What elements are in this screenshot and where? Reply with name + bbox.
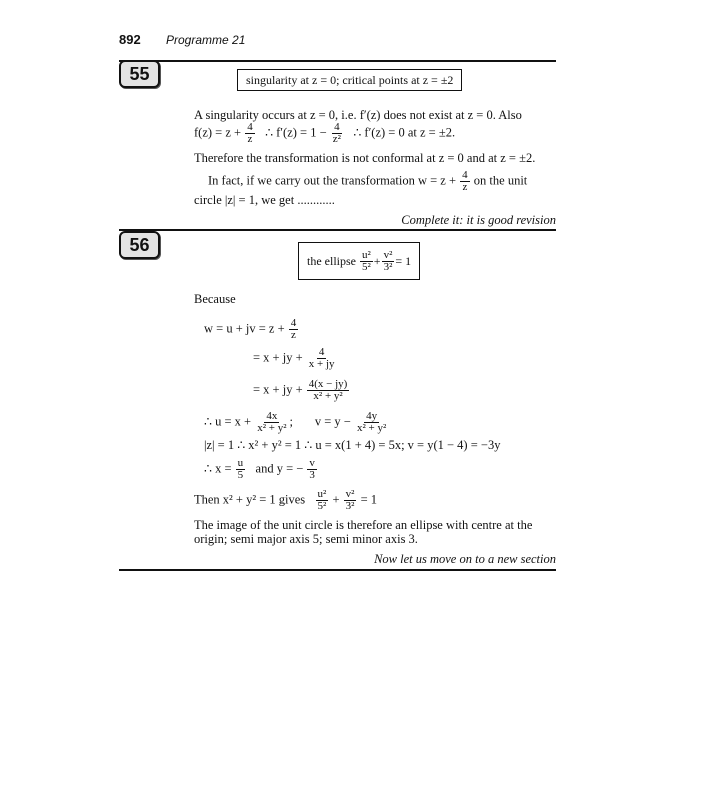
x-jy-expression: = x + jy + [253, 382, 303, 397]
fraction-4-over-z2: $\frac{4}{\text{z²}}$ [332, 121, 341, 145]
u-expression: ∴ u = x + [204, 414, 252, 429]
v-expression: v = y − [314, 414, 351, 429]
unit-text: on the unit [473, 173, 528, 188]
equals-one: = 1 [395, 253, 412, 268]
frame-55-line-5: circle |z| = 1, we get ............ [194, 193, 335, 207]
y-expression: and y = − [255, 461, 304, 476]
x-jy-expression: = x + jy + [253, 350, 303, 365]
fraction-u2-over-52: $\frac{\text{u²}}{\text{5²}}$ [317, 488, 327, 512]
fraction-v2-over-32: $\frac{\text{v²}}{\text{3²}}$ [383, 248, 393, 273]
frame-55-line-4 [208, 170, 527, 193]
fraction-4-over-z: $\frac{4}{z}$ [290, 317, 297, 341]
section-end-rule [119, 569, 556, 571]
fraction-conjugate: $\frac{4(x - jy)}{\text{x² + y²}}$ [308, 378, 348, 402]
fraction-v-over-3: $\frac{v}{3}$ [309, 457, 315, 481]
fraction-4x: $\frac{4x}{\text{x² + y²}}$ [257, 410, 287, 434]
frame-55-line-2 [194, 122, 455, 145]
conclusion-line-1: The image of the unit circle is therefore an ellipse with centre at the [194, 518, 533, 532]
w-expression: w = u + jv = z + [204, 321, 285, 336]
x-expression: ∴ x = [204, 461, 232, 476]
f-z-expression: f(z) = z + [194, 125, 242, 140]
fraction-4y: $\frac{4y}{\text{x² + y²}}$ [356, 410, 387, 434]
frame-55-number: 55 [119, 60, 160, 88]
fraction-4-over-z: $\frac{4}{z}$ [247, 121, 253, 145]
frame-56-rule [119, 229, 556, 231]
page-number: 892 [119, 32, 141, 47]
semicolon: ; [289, 414, 293, 429]
fraction-4-over-z: $\frac{4}{z}$ [462, 169, 468, 193]
conclusion-line-2: origin; semi major axis 5; semi minor axis 3. [194, 532, 418, 546]
critical-points-text: ∴ f′(z) = 0 at z = ±2. [353, 125, 456, 140]
equation-3 [253, 379, 350, 402]
equation-7 [194, 489, 377, 512]
fraction-u-over-5: $\frac{u}{5}$ [237, 457, 244, 481]
equation-5: |z| = 1 ∴ x² + y² = 1 ∴ u = x(1 + 4) = 5x; v = y(1 − 4) = −3y [204, 438, 501, 452]
fraction-v2-over-32: $\frac{\text{v²}}{\text{3²}}$ [345, 488, 355, 512]
frame-56-footer: Now let us move on to a new section [374, 552, 556, 566]
frame-56-answer-box [298, 242, 420, 280]
fraction-u2-over-52: $\frac{\text{u²}}{\text{5²}}$ [361, 248, 371, 273]
because-label: Because [194, 292, 236, 306]
frame-55-rule [119, 60, 556, 62]
frame-55-footer: Complete it: it is good revision [401, 213, 556, 227]
ellipse-label: the ellipse [307, 253, 356, 268]
equation-2 [253, 347, 338, 370]
frame-56-number: 56 [119, 231, 160, 259]
transformation-text: In fact, if we carry out the transformation w = z + [208, 173, 457, 188]
plus-sign: + [373, 253, 381, 268]
then-gives-text: Then x² + y² = 1 gives [194, 492, 306, 507]
fraction-4-over-x-jy: $\frac{4}{x + jy}$ [308, 346, 335, 370]
frame-55-line-1: A singularity occurs at z = 0, i.e. f′(z) does not exist at z = 0. Also [194, 108, 522, 122]
equation-1 [204, 318, 299, 341]
frame-55-answer: singularity at z = 0; critical points at z = ±2 [246, 72, 454, 87]
equation-6 [204, 458, 318, 481]
f-prime-expression: ∴ f′(z) = 1 − [265, 125, 327, 140]
equals-one: = 1 [360, 492, 378, 507]
programme-title: Programme 21 [166, 33, 246, 47]
equation-4 [204, 411, 389, 434]
frame-55-answer-box [237, 69, 462, 91]
plus-sign: + [332, 492, 340, 507]
frame-55-line-3: Therefore the transformation is not conformal at z = 0 and at z = ±2. [194, 151, 536, 165]
